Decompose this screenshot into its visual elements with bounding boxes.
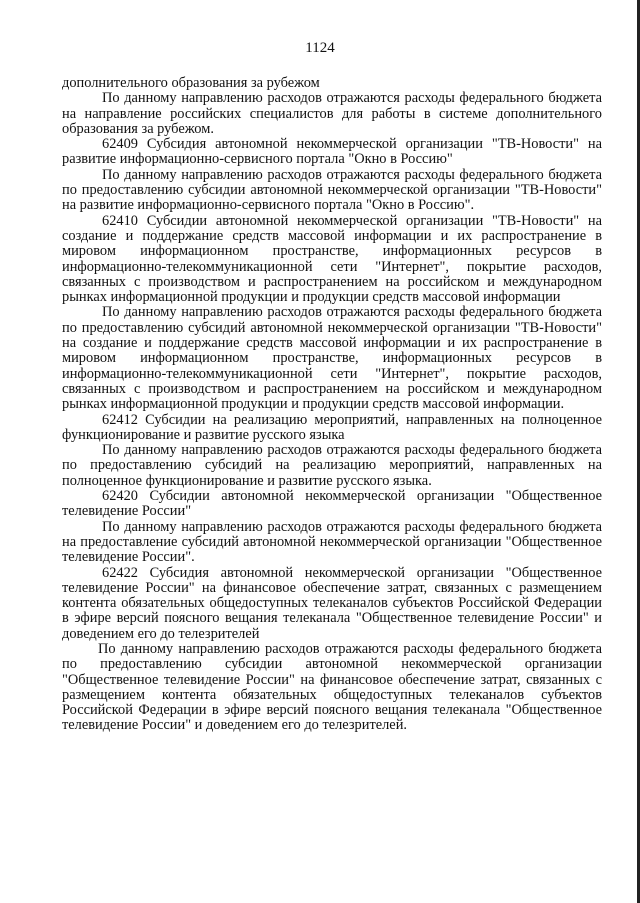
expense-code-heading: 62420 Субсидии автономной некоммерческой организации "Общественное телевидение России" [62, 488, 602, 520]
expense-code-heading: 62412 Субсидии на реализацию мероприятий, направленных на полноценное функционирование и развитие русского языка [62, 411, 602, 443]
paragraph-description: По данному направлению расходов отражаются расходы федерального бюджета по предоставлению субсидий на реализацию мероприятий, направленных на полноценное функционирование и развитие русского языка. [62, 442, 602, 489]
paragraph-continuation: дополнительного образования за рубежом [62, 75, 320, 91]
paragraph-description: По данному направлению расходов отражаются расходы федерального бюджета по предоставлению субсидии автономной некоммерческой организации "ТВ-Новости" на развитие информационно-сервисного портала "Окно в Россию". [62, 166, 602, 214]
page-number: 1124 [305, 40, 335, 56]
paragraph-description: По данному направлению расходов отражаются расходы федерального бюджета по предоставлению субсидии автономной некоммерческой организации "Общественное телевидение России" на финансовое обеспечение затрат, связанных с размещением контента обязательных общедоступных телеканалов субъектов Российской Федерации в эфире версий поясного вещания телеканала "Общественное телевидение России" и доведением его до телезрителей. [62, 640, 602, 734]
document-body [62, 76, 602, 734]
paragraph-description: По данному направлению расходов отражаются расходы федерального бюджета на предоставление субсидий автономной некоммерческой организации "Общественное телевидение России". [62, 518, 602, 566]
paragraph-description: По данному направлению расходов отражаются расходы федерального бюджета на направление российских специалистов для работы в системе дополнительного образования за рубежом. [62, 90, 602, 137]
paragraph-description: По данному направлению расходов отражаются расходы федерального бюджета по предоставлению субсидий автономной некоммерческой организации "ТВ-Новости" на создание и поддержание средств массовой информации и их распространение в мировом информационном пространстве, информационных ресурсов в информационно-телекоммуникационной сети "Интернет", покрытие расходов, связанных с производством и распространением на российском и международном рынках информационной продукции и продукции средств массовой информации. [62, 304, 602, 413]
expense-code-heading: 62422 Субсидия автономной некоммерческой организации "Общественное телевидение России" на финансовое обеспечение затрат, связанных с размещением контента обязательных общедоступных телеканалов субъектов Российской Федерации в эфире версий поясного вещания телеканала "Общественное телевидение России" и доведением его до телезрителей [62, 564, 602, 642]
expense-code-heading: 62409 Субсидия автономной некоммерческой организации "ТВ-Новости" на развитие информационно-сервисного портала "Окно в Россию" [62, 136, 602, 168]
expense-code-heading: 62410 Субсидии автономной некоммерческой организации "ТВ-Новости" на создание и поддержание средств массовой информации и их распространение в мировом информационном пространстве, информационных ресурсов в информационно-телекоммуникационной сети "Интернет", покрытие расходов, связанных с производством и распространением на российском и международном рынках информационной продукции и продукции средств массовой информации [62, 212, 602, 306]
